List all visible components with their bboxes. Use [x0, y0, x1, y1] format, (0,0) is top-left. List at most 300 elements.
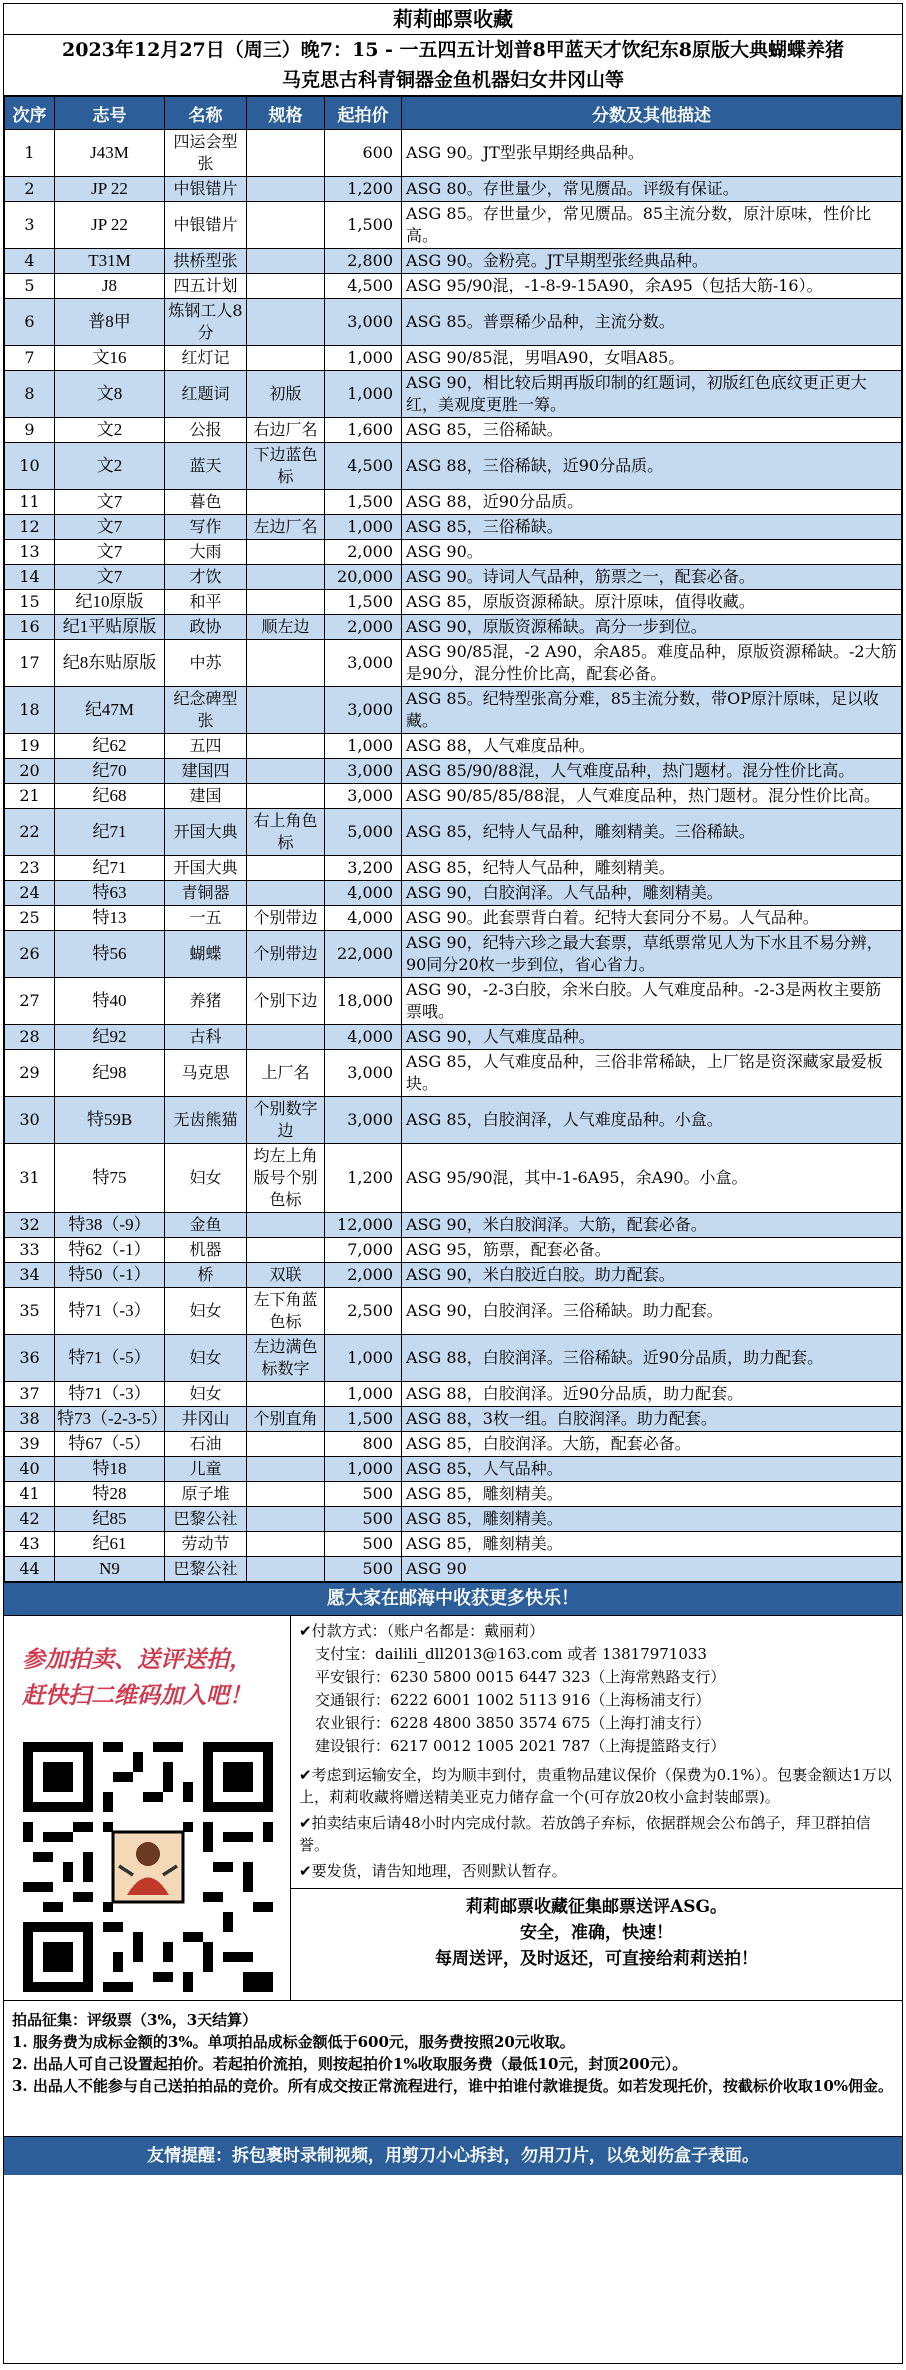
- lot-spec: 左下角蓝色标: [247, 1288, 325, 1335]
- lot-description: ASG 90，白胶润泽。三俗稀缺。助力配套。: [402, 1288, 902, 1335]
- table-row: [5, 906, 902, 931]
- table-row: [5, 1457, 902, 1482]
- table-row: [5, 1382, 902, 1407]
- table-row: [5, 1335, 902, 1382]
- table-row: [5, 130, 902, 177]
- lot-number: 41: [5, 1482, 55, 1507]
- lot-name: 无齿熊猫: [165, 1097, 247, 1144]
- lot-name: 青铜器: [165, 881, 247, 906]
- lot-number: 29: [5, 1050, 55, 1097]
- lot-number: 16: [5, 615, 55, 640]
- lot-number: 6: [5, 299, 55, 346]
- lot-description: ASG 85，白胶润泽，人气难度品种。小盒。: [402, 1097, 902, 1144]
- lot-name: 写作: [165, 515, 247, 540]
- lot-spec: 左边满色标数字: [247, 1335, 325, 1382]
- lot-number: 3: [5, 202, 55, 249]
- lot-spec: [247, 687, 325, 734]
- table-row: [5, 540, 902, 565]
- lot-number: 38: [5, 1407, 55, 1432]
- lot-code: 特71（-5）: [55, 1335, 165, 1382]
- lot-start-price: 500: [325, 1532, 402, 1557]
- table-row: [5, 371, 902, 418]
- lot-name: 暮色: [165, 490, 247, 515]
- lot-code: 文7: [55, 540, 165, 565]
- table-row: [5, 418, 902, 443]
- lot-description: ASG 90。: [402, 540, 902, 565]
- lot-description: ASG 90，-2-3白胶，余米白胶。人气难度品种。-2-3是两枚主要筋票哦。: [402, 978, 902, 1025]
- lot-code: 普8甲: [55, 299, 165, 346]
- lot-start-price: 1,500: [325, 202, 402, 249]
- lot-name: 炼钢工人8分: [165, 299, 247, 346]
- lot-spec: [247, 1482, 325, 1507]
- lot-start-price: 500: [325, 1557, 402, 1582]
- lot-description: ASG 90: [402, 1557, 902, 1582]
- rule-item: 1. 服务费为成标金额的3%。单项拍品成标金额低于600元，服务费按照20元收取。: [12, 2033, 575, 2051]
- note-storage: ✔要发货，请告知地理，否则默认暂存。: [299, 1862, 567, 1880]
- lot-name: 桥: [165, 1263, 247, 1288]
- lot-description: ASG 88，3枚一组。白胶润泽。助力配套。: [402, 1407, 902, 1432]
- lot-description: ASG 90，原版资源稀缺。高分一步到位。: [402, 615, 902, 640]
- lot-spec: [247, 1025, 325, 1050]
- table-row: [5, 784, 902, 809]
- lot-description: ASG 90，米白胶近白胶。助力配套。: [402, 1263, 902, 1288]
- lot-number: 14: [5, 565, 55, 590]
- lot-number: 8: [5, 371, 55, 418]
- lot-number: 10: [5, 443, 55, 490]
- rules-heading: 拍品征集：评级票（3%，3天结算）: [12, 2011, 258, 2029]
- lot-start-price: 5,000: [325, 809, 402, 856]
- lot-start-price: 600: [325, 130, 402, 177]
- table-row: [5, 1144, 902, 1213]
- lot-description: ASG 88，三俗稀缺，近90分品质。: [402, 443, 902, 490]
- lot-number: 7: [5, 346, 55, 371]
- lot-description: ASG 85，雕刻精美。: [402, 1482, 902, 1507]
- lot-number: 25: [5, 906, 55, 931]
- lot-start-price: 1,000: [325, 1457, 402, 1482]
- lot-code: 纪71: [55, 856, 165, 881]
- lot-description: ASG 95/90混，其中-1-6A95，余A90。小盒。: [402, 1144, 902, 1213]
- lot-number: 33: [5, 1238, 55, 1263]
- lot-name: 妇女: [165, 1144, 247, 1213]
- table-row: [5, 640, 902, 687]
- lot-spec: [247, 177, 325, 202]
- table-row: [5, 1532, 902, 1557]
- lot-name: 建国: [165, 784, 247, 809]
- lot-code: 纪47M: [55, 687, 165, 734]
- lot-start-price: 1,000: [325, 1382, 402, 1407]
- lot-code: 文7: [55, 515, 165, 540]
- lot-spec: 上厂名: [247, 1050, 325, 1097]
- lot-spec: [247, 1382, 325, 1407]
- lot-start-price: 7,000: [325, 1238, 402, 1263]
- lot-code: 纪1平贴原版: [55, 615, 165, 640]
- lot-description: ASG 85。存世量少，常见赝品。85主流分数，原汁原味，性价比高。: [402, 202, 902, 249]
- lot-description: ASG 90/85/85/88混，人气难度品种，热门题材。混分性价比高。: [402, 784, 902, 809]
- table-row: [5, 346, 902, 371]
- lot-code: 特71（-3）: [55, 1382, 165, 1407]
- lot-number: 20: [5, 759, 55, 784]
- lot-start-price: 1,500: [325, 490, 402, 515]
- lot-description: ASG 90。金粉亮。JT早期型张经典品种。: [402, 249, 902, 274]
- lot-spec: [247, 1213, 325, 1238]
- lot-number: 44: [5, 1557, 55, 1582]
- lot-spec: [247, 734, 325, 759]
- lot-code: 特38（-9）: [55, 1213, 165, 1238]
- bank-account-bocom: 交通银行：6222 6001 1002 5113 916（上海杨浦支行）: [315, 1691, 711, 1709]
- lot-spec: [247, 346, 325, 371]
- lot-spec: [247, 640, 325, 687]
- lot-start-price: 3,000: [325, 687, 402, 734]
- lot-name: 金鱼: [165, 1213, 247, 1238]
- lot-number: 32: [5, 1213, 55, 1238]
- table-row: [5, 249, 902, 274]
- lot-spec: [247, 1532, 325, 1557]
- lot-spec: [247, 881, 325, 906]
- table-row: [5, 443, 902, 490]
- lot-name: 巴黎公社: [165, 1507, 247, 1532]
- lot-name: 中银错片: [165, 202, 247, 249]
- lot-number: 40: [5, 1457, 55, 1482]
- join-panel: [4, 1616, 291, 2000]
- lot-code: 特59B: [55, 1097, 165, 1144]
- lot-spec: [247, 249, 325, 274]
- lot-description: ASG 90。此套票背白着。纪特大套同分不易。人气品种。: [402, 906, 902, 931]
- slogan-line-3: 每周送评，及时返还，可直接给莉莉送拍！: [435, 1949, 758, 1969]
- lot-description: ASG 90，米白胶润泽。大筋，配套必备。: [402, 1213, 902, 1238]
- lot-name: 开国大典: [165, 809, 247, 856]
- table-row: [5, 1407, 902, 1432]
- lot-description: ASG 80。存世量少，常见赝品。评级有保证。: [402, 177, 902, 202]
- lot-code: 纪68: [55, 784, 165, 809]
- lot-code: 特28: [55, 1482, 165, 1507]
- lot-name: 红灯记: [165, 346, 247, 371]
- table-row: [5, 299, 902, 346]
- lot-name: 原子堆: [165, 1482, 247, 1507]
- table-row: [5, 734, 902, 759]
- lot-description: ASG 88，人气难度品种。: [402, 734, 902, 759]
- table-row: [5, 1432, 902, 1457]
- lot-spec: [247, 1432, 325, 1457]
- lot-number: 37: [5, 1382, 55, 1407]
- lot-code: 纪71: [55, 809, 165, 856]
- col-header-price: 起拍价: [325, 97, 402, 130]
- lot-name: 开国大典: [165, 856, 247, 881]
- grading-slogan: [291, 1888, 902, 1992]
- lot-name: 古科: [165, 1025, 247, 1050]
- lot-code: 纪85: [55, 1507, 165, 1532]
- lot-code: 文2: [55, 443, 165, 490]
- lot-code: 纪61: [55, 1532, 165, 1557]
- lot-number: 26: [5, 931, 55, 978]
- lot-spec: 个别带边: [247, 931, 325, 978]
- lot-code: 纪8东贴原版: [55, 640, 165, 687]
- lot-number: 4: [5, 249, 55, 274]
- payment-heading: ✔付款方式：（账户名都是：戴丽莉）: [299, 1622, 545, 1640]
- lot-description: ASG 85，纪特人气品种，雕刻精美。三俗稀缺。: [402, 809, 902, 856]
- lot-number: 23: [5, 856, 55, 881]
- join-text: [4, 1616, 290, 1714]
- table-row: [5, 1238, 902, 1263]
- lot-number: 34: [5, 1263, 55, 1288]
- lot-number: 13: [5, 540, 55, 565]
- lot-spec: 个别下边: [247, 978, 325, 1025]
- lot-description: ASG 88，白胶润泽。近90分品质，助力配套。: [402, 1382, 902, 1407]
- lot-number: 35: [5, 1288, 55, 1335]
- lot-start-price: 4,000: [325, 1025, 402, 1050]
- lot-spec: 右边厂名: [247, 418, 325, 443]
- lot-start-price: 3,000: [325, 640, 402, 687]
- lot-description: ASG 85/90/88混，人气难度品种，热门题材。混分性价比高。: [402, 759, 902, 784]
- note-payment-deadline: ✔拍卖结束后请48小时内完成付款。若放鸽子弃标，依据群规会公布鸽子，拜卫群拍信誉。: [299, 1814, 871, 1854]
- table-header-row: [5, 97, 902, 130]
- lot-spec: [247, 202, 325, 249]
- lot-spec: [247, 540, 325, 565]
- lot-description: ASG 95/90混，-1-8-9-15A90，余A95（包括大筋-16）。: [402, 274, 902, 299]
- lot-start-price: 1,500: [325, 1407, 402, 1432]
- lot-spec: [247, 299, 325, 346]
- lot-name: 蝴蝶: [165, 931, 247, 978]
- table-row: [5, 1097, 902, 1144]
- lot-number: 19: [5, 734, 55, 759]
- lot-description: ASG 90，纪特六珍之最大套票，草纸票常见人为下水且不易分辨，90同分20枚一步到位，省心省力。: [402, 931, 902, 978]
- lot-code: 特56: [55, 931, 165, 978]
- lot-start-price: 1,000: [325, 346, 402, 371]
- lot-code: 纪98: [55, 1050, 165, 1097]
- lot-start-price: 2,500: [325, 1288, 402, 1335]
- consignment-rules: [4, 2001, 902, 2137]
- lot-name: 拱桥型张: [165, 249, 247, 274]
- lot-code: 文8: [55, 371, 165, 418]
- lot-number: 1: [5, 130, 55, 177]
- table-row: [5, 590, 902, 615]
- lot-description: ASG 85，三俗稀缺。: [402, 515, 902, 540]
- lot-start-price: 2,800: [325, 249, 402, 274]
- lot-number: 22: [5, 809, 55, 856]
- greeting-banner: 愿大家在邮海中收获更多快乐！: [4, 1582, 902, 1616]
- lot-name: 红题词: [165, 371, 247, 418]
- table-row: [5, 1482, 902, 1507]
- footer-reminder: 友情提醒：拆包裹时录制视频，用剪刀小心拆封，勿用刀片，以免划伤盒子表面。: [4, 2137, 902, 2175]
- lot-name: 石油: [165, 1432, 247, 1457]
- subtitle-line-2: 马克思古科青铜器金鱼机器妇女井冈山等: [281, 69, 624, 91]
- lot-description: ASG 85，原版资源稀缺。原汁原味，值得收藏。: [402, 590, 902, 615]
- lot-start-price: 3,000: [325, 1097, 402, 1144]
- lot-name: 妇女: [165, 1382, 247, 1407]
- lot-start-price: 4,000: [325, 881, 402, 906]
- lot-start-price: 20,000: [325, 565, 402, 590]
- lot-start-price: 800: [325, 1432, 402, 1457]
- alipay-account: 支付宝：dailili_dll2013@163.com 或者 13817971033: [315, 1645, 707, 1663]
- lot-start-price: 500: [325, 1507, 402, 1532]
- lot-spec: [247, 1457, 325, 1482]
- lot-description: ASG 90，人气难度品种。: [402, 1025, 902, 1050]
- lot-number: 43: [5, 1532, 55, 1557]
- lot-description: ASG 90/85混，-2 A90，余A85。难度品种，原版资源稀缺。-2大筋是90分，混分性价比高，配套必备。: [402, 640, 902, 687]
- lot-number: 15: [5, 590, 55, 615]
- lot-number: 2: [5, 177, 55, 202]
- lot-code: 特18: [55, 1457, 165, 1482]
- lot-code: 特67（-5）: [55, 1432, 165, 1457]
- promo-section: [4, 1616, 902, 2001]
- lot-name: 巴黎公社: [165, 1557, 247, 1582]
- page-title: 莉莉邮票收藏: [4, 4, 902, 35]
- lot-name: 中苏: [165, 640, 247, 687]
- lot-spec: [247, 1238, 325, 1263]
- lot-start-price: 3,000: [325, 759, 402, 784]
- lot-name: 建国四: [165, 759, 247, 784]
- bank-account-abc: 农业银行：6228 4800 3850 3574 675（上海打浦支行）: [315, 1714, 711, 1732]
- col-header-no: 次序: [5, 97, 55, 130]
- lot-spec: 个别数字边: [247, 1097, 325, 1144]
- table-row: [5, 565, 902, 590]
- shipping-notes: [291, 1760, 902, 1888]
- auction-subtitle: [4, 35, 902, 96]
- bank-account-ccb: 建设银行：6217 0012 1005 2021 787（上海提篮路支行）: [315, 1737, 726, 1755]
- lot-number: 18: [5, 687, 55, 734]
- lot-code: 特73（-2-3-5）: [55, 1407, 165, 1432]
- lot-start-price: 1,000: [325, 515, 402, 540]
- lot-spec: [247, 1507, 325, 1532]
- lot-number: 11: [5, 490, 55, 515]
- lot-number: 21: [5, 784, 55, 809]
- subtitle-line-1: 2023年12月27日（周三）晚7：15 - 一五四五计划普8甲蓝天才饮纪东8原版大典蝴蝶养猪: [62, 39, 844, 61]
- col-header-name: 名称: [165, 97, 247, 130]
- lot-code: 特63: [55, 881, 165, 906]
- lot-code: 特62（-1）: [55, 1238, 165, 1263]
- table-row: [5, 809, 902, 856]
- lot-name: 五四: [165, 734, 247, 759]
- lot-description: ASG 85，纪特人气品种，雕刻精美。: [402, 856, 902, 881]
- table-row: [5, 978, 902, 1025]
- lot-code: J8: [55, 274, 165, 299]
- lot-spec: 初版: [247, 371, 325, 418]
- lot-description: ASG 90。诗词人气品种，筋票之一，配套必备。: [402, 565, 902, 590]
- lot-spec: [247, 856, 325, 881]
- lot-code: 纪10原版: [55, 590, 165, 615]
- table-row: [5, 202, 902, 249]
- info-panel: [291, 1616, 902, 2000]
- lot-start-price: 12,000: [325, 1213, 402, 1238]
- table-row: [5, 1557, 902, 1582]
- lot-code: 特40: [55, 978, 165, 1025]
- slogan-line-1: 莉莉邮票收藏征集邮票送评ASG。: [466, 1897, 727, 1917]
- lot-number: 30: [5, 1097, 55, 1144]
- lot-number: 36: [5, 1335, 55, 1382]
- lot-name: 纪念碑型张: [165, 687, 247, 734]
- lot-number: 28: [5, 1025, 55, 1050]
- lot-description: ASG 85，白胶润泽。大筋，配套必备。: [402, 1432, 902, 1457]
- lot-start-price: 1,600: [325, 418, 402, 443]
- lot-code: 特75: [55, 1144, 165, 1213]
- lot-description: ASG 85，雕刻精美。: [402, 1532, 902, 1557]
- table-row: [5, 1507, 902, 1532]
- lot-name: 公报: [165, 418, 247, 443]
- lot-start-price: 1,000: [325, 1335, 402, 1382]
- lot-code: 纪70: [55, 759, 165, 784]
- lot-spec: [247, 490, 325, 515]
- lot-spec: [247, 274, 325, 299]
- qr-code-icon[interactable]: [23, 1742, 273, 1992]
- lot-description: ASG 85。普票稀少品种，主流分数。: [402, 299, 902, 346]
- table-row: [5, 881, 902, 906]
- lot-spec: [247, 565, 325, 590]
- lot-number: 12: [5, 515, 55, 540]
- lot-name: 四五计划: [165, 274, 247, 299]
- lot-number: 42: [5, 1507, 55, 1532]
- lot-code: 纪62: [55, 734, 165, 759]
- lot-name: 才饮: [165, 565, 247, 590]
- lot-code: 文16: [55, 346, 165, 371]
- lot-description: ASG 88，近90分品质。: [402, 490, 902, 515]
- table-row: [5, 615, 902, 640]
- table-row: [5, 274, 902, 299]
- table-row: [5, 177, 902, 202]
- lot-description: ASG 90。JT型张早期经典品种。: [402, 130, 902, 177]
- lot-description: ASG 95，筋票，配套必备。: [402, 1238, 902, 1263]
- lot-name: 四运会型张: [165, 130, 247, 177]
- lot-number: 5: [5, 274, 55, 299]
- lot-spec: 右上角色标: [247, 809, 325, 856]
- lot-name: 儿童: [165, 1457, 247, 1482]
- lot-spec: 个别带边: [247, 906, 325, 931]
- table-row: [5, 856, 902, 881]
- table-row: [5, 687, 902, 734]
- lot-number: 24: [5, 881, 55, 906]
- auction-sheet: [3, 3, 903, 2364]
- lot-code: 特50（-1）: [55, 1263, 165, 1288]
- lot-spec: [247, 130, 325, 177]
- col-header-spec: 规格: [247, 97, 325, 130]
- lot-spec: [247, 1557, 325, 1582]
- table-row: [5, 490, 902, 515]
- lot-spec: 左边厂名: [247, 515, 325, 540]
- lot-name: 妇女: [165, 1288, 247, 1335]
- table-row: [5, 1288, 902, 1335]
- lot-description: ASG 88，白胶润泽。三俗稀缺。近90分品质，助力配套。: [402, 1335, 902, 1382]
- join-line-2: 赶快扫二维码加入吧！: [22, 1682, 252, 1709]
- table-row: [5, 1050, 902, 1097]
- table-row: [5, 1213, 902, 1238]
- lot-start-price: 2,000: [325, 540, 402, 565]
- lot-number: 27: [5, 978, 55, 1025]
- lot-spec: 双联: [247, 1263, 325, 1288]
- lot-spec: 均左上角版号个别色标: [247, 1144, 325, 1213]
- lot-number: 17: [5, 640, 55, 687]
- lot-start-price: 18,000: [325, 978, 402, 1025]
- lot-table: [4, 96, 902, 1582]
- lot-start-price: 4,500: [325, 443, 402, 490]
- lot-code: 文7: [55, 565, 165, 590]
- lot-spec: 顺左边: [247, 615, 325, 640]
- lot-description: ASG 90，相比较后期再版印制的红题词，初版红色底纹更正更大红，美观度更胜一筹。: [402, 371, 902, 418]
- table-row: [5, 1025, 902, 1050]
- lot-start-price: 1,200: [325, 1144, 402, 1213]
- lot-start-price: 3,000: [325, 1050, 402, 1097]
- col-header-desc: 分数及其他描述: [402, 97, 902, 130]
- lot-start-price: 1,500: [325, 590, 402, 615]
- lot-name: 劳动节: [165, 1532, 247, 1557]
- lot-start-price: 22,000: [325, 931, 402, 978]
- lot-code: 特71（-3）: [55, 1288, 165, 1335]
- lot-description: ASG 85，人气品种。: [402, 1457, 902, 1482]
- lot-code: 文7: [55, 490, 165, 515]
- lot-start-price: 3,200: [325, 856, 402, 881]
- col-header-code: 志号: [55, 97, 165, 130]
- lot-name: 蓝天: [165, 443, 247, 490]
- table-row: [5, 1263, 902, 1288]
- lot-description: ASG 85，三俗稀缺。: [402, 418, 902, 443]
- lot-number: 31: [5, 1144, 55, 1213]
